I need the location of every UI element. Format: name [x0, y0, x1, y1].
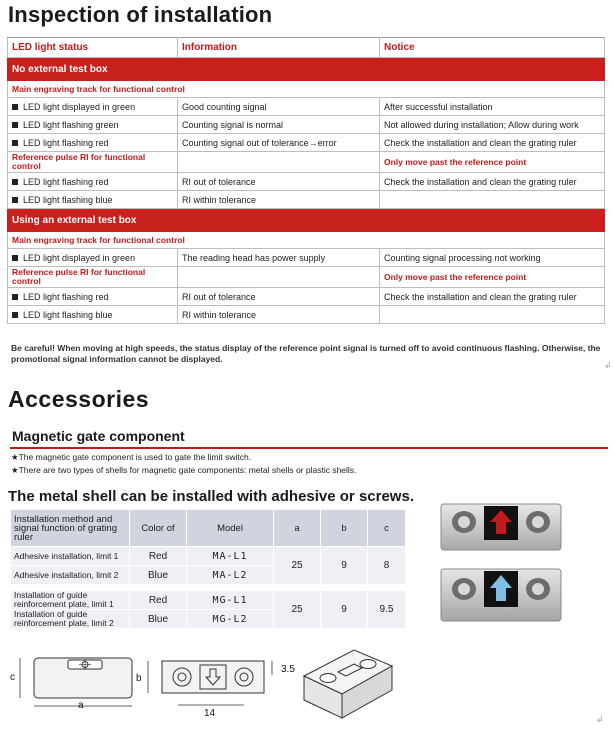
magnetic-gate-blue-photo — [440, 565, 562, 625]
bullet-square-icon — [12, 255, 18, 261]
subsection-label: Main engraving track for functional control — [8, 81, 605, 98]
bullet-square-icon — [12, 179, 18, 185]
magnetic-gate-subtitle: Magnetic gate component — [12, 428, 185, 444]
accessories-title: Accessories — [8, 386, 150, 412]
magnetic-gate-red-photo — [440, 500, 562, 554]
section-header: Using an external test box — [8, 209, 605, 232]
inspection-title: Inspection of installation — [8, 2, 273, 27]
section-header: No external test box — [8, 58, 605, 81]
bullet-text: ★The magnetic gate component is used to gate the limit switch. — [11, 452, 252, 462]
bullet-square-icon — [12, 294, 18, 300]
table-row: Installation of guide reinforcement plate, limit 1 Red MG-L1 25 9 9.5 — [11, 591, 406, 610]
table-row: LED light displayed in green The reading head has power supply Counting signal processing not working — [8, 249, 605, 267]
metal-shell-title: The metal shell can be installed with adhesive or screws. — [8, 488, 414, 505]
bullet-square-icon — [12, 104, 18, 110]
table-row: LED light flashing red Counting signal out of tolerance→error Check the installation and clean the grating ruler — [8, 134, 605, 152]
dim-label-c: c — [10, 672, 15, 683]
top-view-drawing — [140, 655, 290, 711]
table-row: LED light flashing blue RI within tolerance — [8, 191, 605, 209]
header-led-status: LED light status — [8, 38, 178, 58]
reference-row: Reference pulse RI for functional control Only move past the reference point — [8, 152, 605, 173]
table-header-row: Installation method and signal function of grating ruler Color of Model a b c — [11, 510, 406, 547]
bullet-square-icon — [12, 140, 18, 146]
table-row: LED light displayed in green Good counting signal After successful installation — [8, 98, 605, 116]
dim-label-b: b — [136, 673, 142, 684]
reference-row: Reference pulse RI for functional control Only move past the reference point — [8, 267, 605, 288]
header-notice: Notice — [380, 38, 605, 58]
side-view-drawing — [10, 650, 140, 712]
bullet-square-icon — [12, 122, 18, 128]
caution-note: Be careful! When moving at high speeds, the status display of the reference point signal is turned off to avoid continuous flashing. Otherwise, the promotional signal information cannot be displayed. — [11, 343, 601, 364]
table-row: LED light flashing blue RI within tolerance — [8, 306, 605, 324]
dim-label-a: a — [78, 700, 84, 711]
subtitle-underline — [10, 447, 608, 449]
inspection-table — [7, 37, 605, 324]
bullet-square-icon — [12, 197, 18, 203]
isometric-drawing — [298, 638, 398, 720]
dim-label-hole: 3.5 — [281, 664, 295, 675]
table-header-row — [8, 38, 605, 58]
header-information: Information — [178, 38, 380, 58]
bullet-text: ★There are two types of shells for magnetic gate components: metal shells or plastic shells. — [11, 465, 357, 475]
table-row: LED light flashing red RI out of tolerance Check the installation and clean the grating ruler — [8, 288, 605, 306]
table-row: Adhesive installation, limit 1 Red MA-L1 25 9 8 — [11, 547, 406, 566]
bullet-square-icon — [12, 312, 18, 318]
table-row: LED light flashing green Counting signal is normal Not allowed during installation; Allow during work — [8, 116, 605, 134]
return-mark-icon: ↲ — [604, 360, 612, 370]
subsection-label: Main engraving track for functional control — [8, 232, 605, 249]
table-row: Adhesive installation, limit 2 Blue MA-L2 — [11, 566, 406, 585]
table-row: Installation of guide reinforcement plate, limit 2 Blue MG-L2 — [11, 610, 406, 629]
return-mark-icon: ↲ — [596, 714, 604, 724]
dim-label-width: 14 — [204, 708, 216, 719]
table-row: LED light flashing red RI out of tolerance Check the installation and clean the grating ruler — [8, 173, 605, 191]
accessory-table — [10, 509, 406, 629]
